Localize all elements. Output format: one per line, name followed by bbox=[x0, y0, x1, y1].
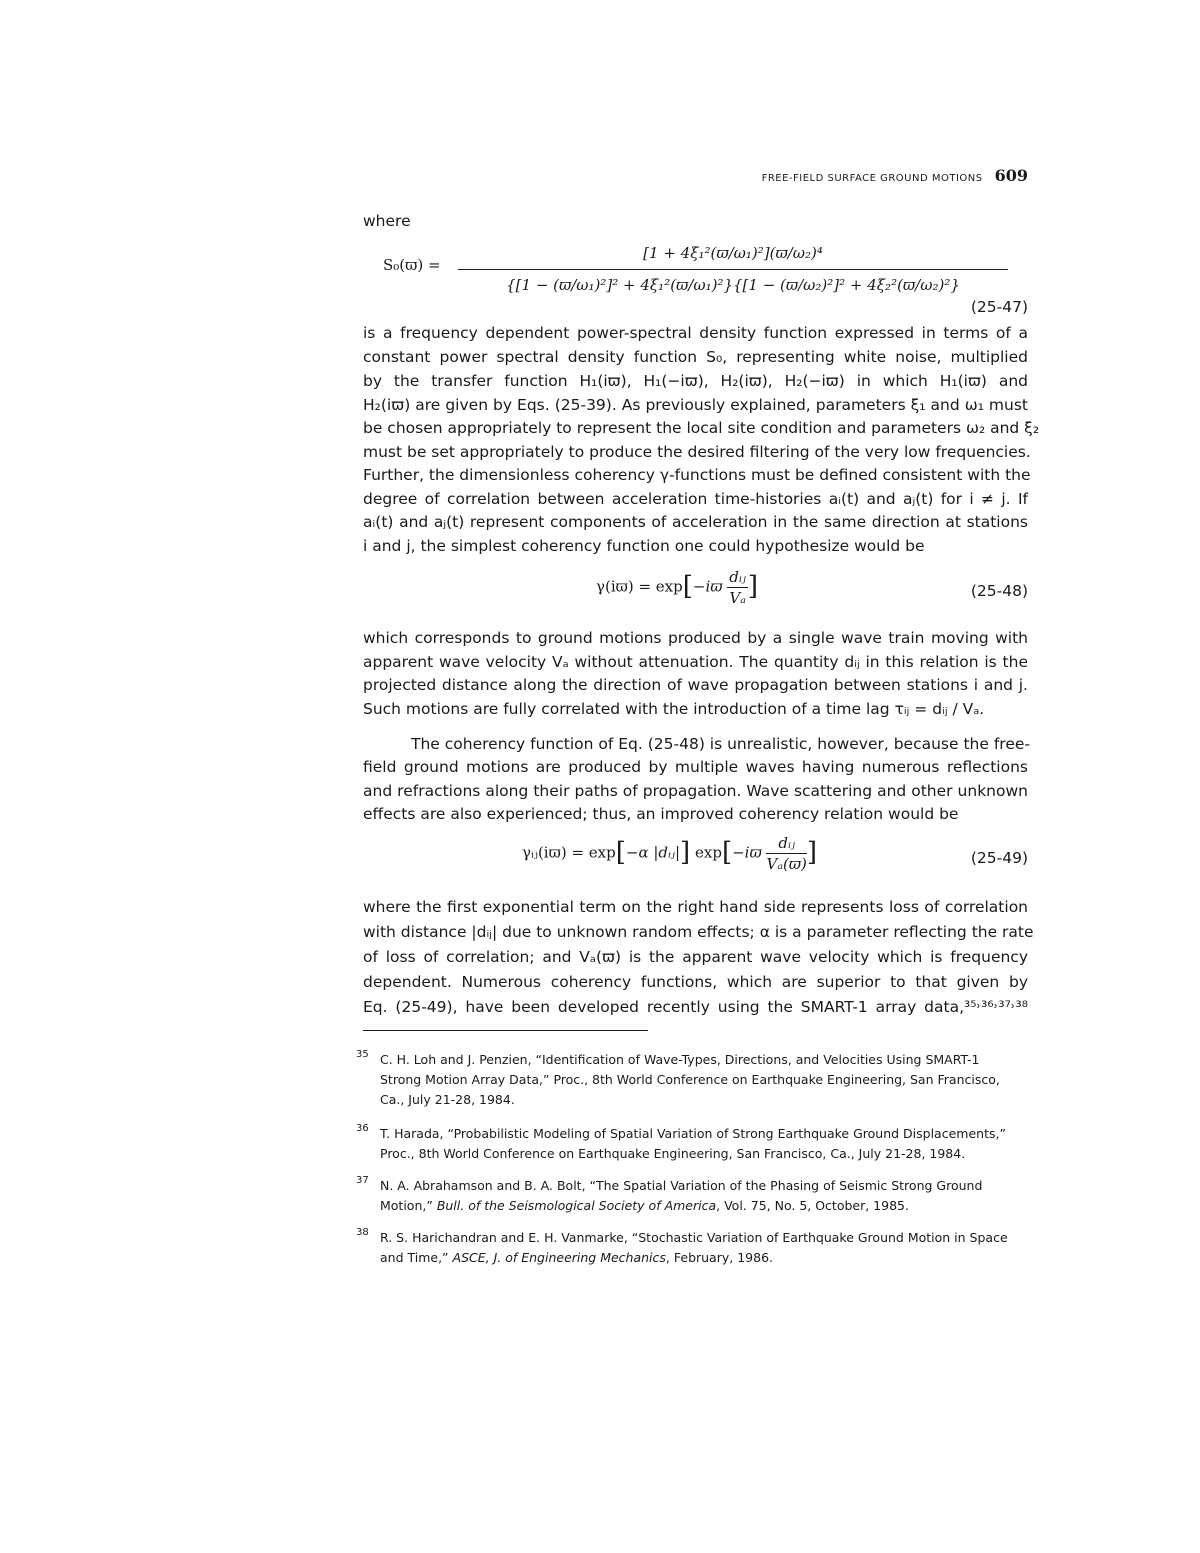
footnote-line: C. H. Loh and J. Penzien, “Identification of Wave-Types, Directions, and Velocities Using SMART-1 bbox=[380, 1052, 980, 1067]
footnote-38 bbox=[356, 1228, 1028, 1268]
footnote-36 bbox=[356, 1124, 1028, 1164]
equation-25-47-numerator: [1 + 4ξ₁²(ϖ/ω₁)²](ϖ/ω₂)⁴ bbox=[643, 244, 823, 262]
para1-line: H₂(iϖ) are given by Eqs. (25-39). As previously explained, parameters ξ₁ and ω₁ must bbox=[363, 396, 1028, 414]
equation-25-48: γ(iϖ) = exp[−iϖ $\frac{\text{dᵢⱼ}}{\text{Vₐ}}$ ] bbox=[596, 568, 759, 607]
equation-25-49-fraction bbox=[766, 834, 806, 873]
para1-line: by the transfer function H₁(iϖ), H₁(−iϖ), H₂(iϖ), H₂(−iϖ) in which H₁(iϖ) and bbox=[363, 372, 1028, 390]
page-number: 609 bbox=[994, 166, 1028, 185]
footnote-text: and Time,” bbox=[380, 1250, 453, 1265]
footnote-rule bbox=[363, 1030, 648, 1031]
equation-25-49-inner: −iϖ bbox=[732, 843, 762, 862]
footnote-37 bbox=[356, 1176, 1028, 1216]
para1-line: be chosen appropriately to represent the local site condition and parameters ω₂ and ξ₂ bbox=[363, 419, 1040, 437]
footnote-line: N. A. Abrahamson and B. A. Bolt, “The Spatial Variation of the Phasing of Seismic Strong Ground bbox=[380, 1178, 983, 1193]
equation-25-48-number: (25-48) bbox=[970, 582, 1028, 600]
footnote-line: R. S. Harichandran and E. H. Vanmarke, “Stochastic Variation of Earthquake Ground Motion in Space bbox=[380, 1230, 1008, 1245]
equation-25-49-mid: −α |dᵢⱼ| bbox=[625, 843, 681, 862]
para2-line: apparent wave velocity Vₐ without attenuation. The quantity dᵢⱼ in this relation is the bbox=[363, 653, 1028, 671]
footnote-text: , Vol. 75, No. 5, October, 1985. bbox=[716, 1198, 909, 1213]
footnote-mark: 38 bbox=[356, 1227, 369, 1238]
para3-line: field ground motions are produced by multiple waves having numerous reflections bbox=[363, 758, 1028, 776]
para2-line: which corresponds to ground motions produced by a single wave train moving with bbox=[363, 629, 1028, 647]
footnote-line: T. Harada, “Probabilistic Modeling of Spatial Variation of Strong Earthquake Ground Displacements,” bbox=[380, 1126, 1006, 1141]
para1-line: degree of correlation between acceleration time-histories aᵢ(t) and aⱼ(t) for i ≠ j. If bbox=[363, 490, 1028, 508]
footnote-35 bbox=[356, 1050, 1028, 1110]
equation-25-49-frac-den: Vₐ(ϖ) bbox=[766, 855, 807, 873]
footnote-text: Motion,” bbox=[380, 1198, 437, 1213]
equation-25-49-number: (25-49) bbox=[970, 849, 1028, 867]
para4-line: of loss of correlation; and Vₐ(ϖ) is the apparent wave velocity which is frequency bbox=[363, 948, 1028, 966]
para3-line: and refractions along their paths of propagation. Wave scattering and other unknown bbox=[363, 782, 1028, 800]
para4-line: where the first exponential term on the right hand side represents loss of correlation bbox=[363, 898, 1028, 916]
equation-25-48-frac-den: Vₐ bbox=[729, 589, 746, 607]
equation-25-49-exp2: exp bbox=[694, 843, 722, 862]
para1-line: constant power spectral density function S₀, representing white noise, multiplied bbox=[363, 348, 1028, 366]
para2-line: projected distance along the direction of wave propagation between stations i and j. bbox=[363, 676, 1028, 694]
equation-25-49-lhs: γᵢⱼ(iϖ) = exp bbox=[522, 843, 616, 862]
footnote-text: , February, 1986. bbox=[665, 1250, 773, 1265]
journal-title: ASCE, J. of Engineering Mechanics bbox=[452, 1250, 666, 1265]
para4-line: dependent. Numerous coherency functions, which are superior to that given by bbox=[363, 973, 1028, 991]
body-word-where: where bbox=[363, 212, 411, 230]
para4-line: Eq. (25-49), have been developed recently using the SMART-1 array data,³⁵˒³⁶˒³⁷˒³⁸ bbox=[363, 998, 1028, 1016]
footnote-line bbox=[380, 1248, 1028, 1268]
para1-line: must be set appropriately to produce the desired filtering of the very low frequencies. bbox=[363, 443, 1031, 461]
journal-title: Bull. of the Seismological Society of America bbox=[436, 1198, 717, 1213]
para3-line: The coherency function of Eq. (25-48) is unrealistic, however, because the free- bbox=[411, 735, 1030, 753]
para1-line: aᵢ(t) and aⱼ(t) represent components of acceleration in the same direction at stations bbox=[363, 513, 1028, 531]
para4-line: with distance |dᵢⱼ| due to unknown random effects; α is a parameter reflecting the rate bbox=[363, 923, 1034, 941]
equation-25-47-denominator: {[1 − (ϖ/ω₁)²]² + 4ξ₁²(ϖ/ω₁)²}{[1 − (ϖ/ω₂)²]² + 4ξ₂²(ϖ/ω₂)²} bbox=[506, 276, 960, 294]
footnote-line: Ca., July 21-28, 1984. bbox=[380, 1092, 515, 1107]
para1-line: is a frequency dependent power-spectral density function expressed in terms of a bbox=[363, 324, 1028, 342]
equation-25-48-frac-num: dᵢⱼ bbox=[729, 568, 746, 586]
para2-line: Such motions are fully correlated with the introduction of a time lag τᵢⱼ = dᵢⱼ / Vₐ. bbox=[363, 700, 985, 718]
footnote-mark: 36 bbox=[356, 1123, 369, 1134]
equation-25-48-lhs: γ(iϖ) = exp bbox=[596, 577, 683, 596]
para1-line: Further, the dimensionless coherency γ-functions must be defined consistent with the bbox=[363, 466, 1031, 484]
footnote-line: Strong Motion Array Data,” Proc., 8th World Conference on Earthquake Engineering, San Francisco, bbox=[380, 1072, 1000, 1087]
equation-25-48-inner: −iϖ bbox=[692, 577, 723, 596]
footnote-line bbox=[380, 1196, 1028, 1216]
equation-25-49-frac-num: dᵢⱼ bbox=[766, 834, 806, 854]
footnote-line: Proc., 8th World Conference on Earthquake Engineering, San Francisco, Ca., July 21-28, 1984. bbox=[380, 1146, 966, 1161]
footnote-mark: 37 bbox=[356, 1175, 369, 1186]
equation-25-47-lhs: S₀(ϖ) = bbox=[383, 256, 441, 274]
running-title: FREE-FIELD SURFACE GROUND MOTIONS bbox=[761, 173, 983, 184]
equation-25-49: γᵢⱼ(iϖ) = exp[−α |dᵢⱼ|] exp[−iϖ $\frac{\text{dᵢⱼ}}{\text{Vₐ(ϖ)}}$ ] bbox=[522, 834, 818, 873]
para1-line: i and j, the simplest coherency function one could hypothesize would be bbox=[363, 537, 925, 555]
running-head bbox=[762, 166, 1028, 185]
equation-25-47-fraction-bar bbox=[458, 269, 1008, 270]
footnote-mark: 35 bbox=[356, 1049, 369, 1060]
equation-25-48-fraction bbox=[727, 568, 748, 607]
equation-25-47-number: (25-47) bbox=[970, 298, 1028, 316]
para3-line: effects are also experienced; thus, an improved coherency relation would be bbox=[363, 805, 959, 823]
